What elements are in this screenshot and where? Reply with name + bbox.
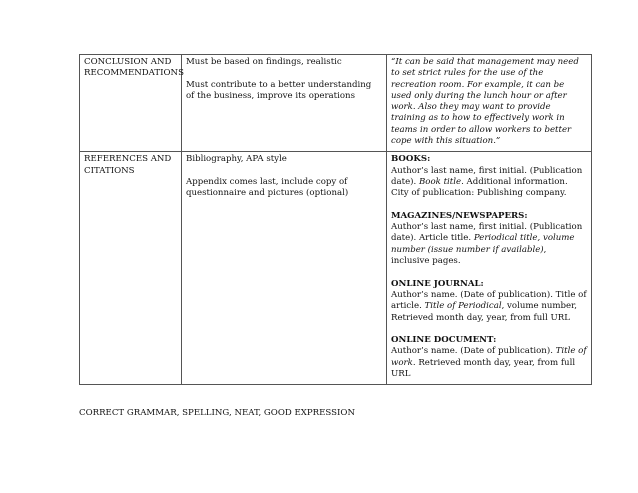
journal-format: Author’s name. (Date of publication). Title of article. Title of Periodical, volume number, Retrieved month day, year, from full URL (391, 289, 587, 323)
requirements-table (79, 54, 592, 385)
requirement-text: Bibliography, APA style (186, 154, 287, 165)
example-quote: “It can be said that management may need to set strict rules for the use of the recreation room. For example, it can be used only during the lunch hour or after work. Also they may want to provide training as to how to effectively work in teams in order to allow workers to better cope with this situation.” (391, 57, 579, 147)
citation-formats-cell (387, 152, 592, 385)
document-format: Author’s name. (Date of publication). Title of work. Retrieved month day, year, from full URL (391, 346, 587, 380)
footer-note: CORRECT GRAMMAR, SPELLING, NEAT, GOOD EXPRESSION (79, 408, 355, 418)
table-row (80, 55, 592, 152)
magazines-format: Author’s last name, first initial. (Publication date). Article title. Periodical title, volume number (issue number if available), inclusive pages. (391, 222, 583, 267)
requirement-text: Must contribute to a better understanding of the business, improve its operations (186, 79, 372, 101)
section-title: CONCLUSION AND RECOMMENDATIONS (84, 57, 184, 79)
books-heading: BOOKS: (391, 154, 431, 165)
section-title: REFERENCES AND CITATIONS (84, 154, 172, 176)
example-cell (387, 55, 592, 152)
table-row (80, 152, 592, 385)
books-format: Author’s last name, first initial. (Publication date). Book title. Additional information. City of publication: Publishing company. (391, 165, 583, 199)
requirements-cell (182, 55, 387, 152)
document-heading: ONLINE DOCUMENT: (391, 335, 497, 346)
requirement-text: Must be based on findings, realistic (186, 57, 342, 67)
magazines-heading: MAGAZINES/NEWSPAPERS: (391, 210, 528, 221)
journal-heading: ONLINE JOURNAL: (391, 278, 484, 289)
section-cell (80, 152, 182, 385)
section-cell (80, 55, 182, 152)
requirements-cell (182, 152, 387, 385)
requirement-text: Appendix comes last, include copy of questionnaire and pictures (optional) (186, 176, 349, 199)
